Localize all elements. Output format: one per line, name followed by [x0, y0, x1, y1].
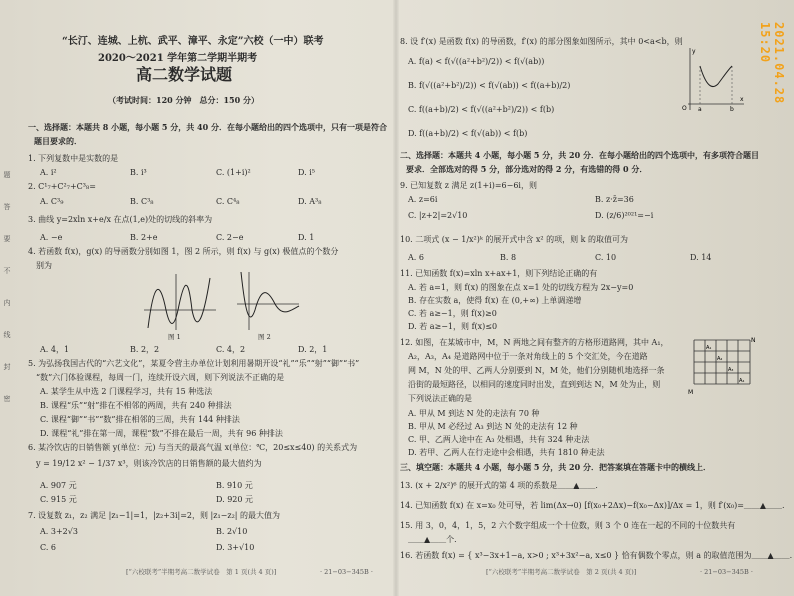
q8-option-c: C. f((a+b)/2) < f(√((a²+b²)/2)) < f(b): [408, 105, 555, 114]
q4-figure-1-caption: 图 1: [168, 333, 181, 341]
grid-label-a1: A₁: [706, 345, 712, 351]
q5-option-a: A. 某学生从中选 2 门课程学习，共有 15 种选法: [40, 387, 213, 396]
q7-option-d: D. 3+√10: [216, 543, 255, 552]
binding-char: 要: [3, 235, 11, 243]
q7-option-a: A. 3+2√3: [40, 527, 78, 536]
q5-option-d: D. 课程“礼”排在第一周，课程“数”不排在最后一周，共有 96 种排法: [40, 429, 283, 438]
section1-intro: 一、选择题：本题共 8 小题，每小题 5 分，共 40 分．在每小题给出的四个选项中，只有一项是符合: [28, 122, 387, 132]
q4-option-b: B. 2，2: [130, 345, 160, 354]
q12-option-a: A. 甲从 M 到达 N 处的走法有 70 种: [408, 409, 540, 418]
q9-stem: 9. 已知复数 z 满足 z(1+i)=6−6i，则: [400, 181, 537, 190]
binding-margin: [0, 170, 14, 450]
q4-stem: 4. 若函数 f(x)，g(x) 的导函数分别如图 1，图 2 所示，则 f(x) 与 g(x) 极值点的个数分: [28, 247, 339, 256]
page-footer: [“六校联考”半期考高二数学试卷 第 2 页(共 4 页)]: [486, 568, 637, 576]
q3-option-b: B. 2+e: [130, 233, 158, 242]
q6-stem: y = 19/12 x² − 1/37 x³，则该冷饮店的日销售额的最大值约为: [36, 459, 262, 468]
q12-option-d: D. 若甲、乙两人在行走途中会相遇，共有 1810 种走法: [408, 448, 605, 457]
section2-intro: 要求．全部选对的得 5 分，部分选对的得 2 分，有选错的得 0 分．: [406, 164, 648, 174]
binding-char: 封: [3, 363, 11, 371]
q6-option-d: D. 920 元: [216, 495, 254, 504]
photo-timestamp: 2021.04.28 15:20: [758, 22, 786, 105]
q16-stem: 16. 若函数 f(x) = { x³−3x+1−a, x>0 ; x³+3x²−a, x≤0 } 恰有偶数个零点，则 a 的取值范围为＿＿▲＿＿.: [400, 551, 793, 560]
grid-label-a3: A₃: [728, 367, 734, 373]
grid-label-a4: A₄: [739, 378, 745, 384]
binding-char: 密: [3, 395, 11, 403]
q3-stem: 3. 曲线 y=2xln x+e/x 在点(1,e)处的切线的斜率为: [28, 215, 213, 224]
q4-figure-2-caption: 图 2: [258, 333, 271, 341]
binding-char: 线: [3, 331, 11, 339]
axis-x-label: x: [740, 96, 744, 103]
q6-option-b: B. 910 元: [216, 481, 253, 490]
q9-option-d: D. (z/6)²⁰²¹=−i: [595, 211, 654, 220]
q9-option-a: A. z=6i: [408, 195, 438, 204]
q1-stem: 1. 下列复数中是实数的是: [28, 154, 119, 163]
q8-derivative-graph: [680, 46, 746, 112]
q2-option-d: D. A³₈: [298, 197, 322, 206]
page-code: · 21−03−345B ·: [700, 568, 753, 576]
q7-stem: 7. 设复数 z₁，z₂ 满足 |z₁−1|=1，|z₂+3i|=2，则 |z₁−z₂| 的最大值为: [28, 511, 281, 520]
q6-stem: 6. 某冷饮店的日销售额 y(单位：元) 与当天的最高气温 x(单位：℃，20≤x≤40) 的关系式为: [28, 443, 358, 452]
q2-option-c: C. C⁴₈: [216, 197, 240, 206]
q10-option-b: B. 8: [500, 253, 517, 262]
axis-b-label: b: [730, 106, 734, 112]
binding-char: 题: [3, 171, 11, 179]
q10-stem: 10. 二项式 (x − 1/x²)ᵏ 的展开式中含 x² 的项，则 k 的取值可为: [400, 235, 629, 244]
q12-stem: 沿街的最短路径，以相同的速度同时出发，直到到达 N，M 处为止，则: [408, 380, 661, 389]
axis-origin-label: O: [682, 105, 687, 112]
exam-meta: （考试时间：120 分钟 总分：150 分）: [108, 95, 259, 105]
q7-option-c: C. 6: [40, 543, 57, 552]
exam-term: 2020～2021 学年第二学期半期考: [98, 53, 258, 64]
q10-option-d: D. 14: [690, 253, 712, 262]
q4-figure-2: [233, 270, 303, 332]
q14-stem: 14. 已知函数 f(x) 在 x=x₀ 处可导，若 lim(Δx→0) [f(x₀+2Δx)−f(x₀−Δx)]/Δx = 1，则 f′(x₀)=＿＿▲＿＿.: [400, 501, 785, 510]
q4-stem: 别为: [36, 261, 52, 270]
q4-option-c: C. 4，2: [216, 345, 246, 354]
q12-stem: 12. 如图，在某城市中，M，N 两地之间有整齐的方格形道路网，其中 A₁，: [400, 338, 669, 347]
q1-option-c: C. (1+i)²: [216, 168, 251, 177]
q4-option-d: D. 2，1: [298, 345, 328, 354]
q9-option-b: B. z·z̄=36: [595, 195, 634, 204]
q3-option-c: C. 2−e: [216, 233, 244, 242]
q8-stem: 8. 设 f′(x) 是函数 f(x) 的导函数，f′(x) 的部分图象如图所示，其中 0<a<b，则: [400, 37, 683, 46]
q5-option-b: B. 课程“乐”“射”排在不相邻的两周，共有 240 种排法: [40, 401, 232, 410]
q1-option-d: D. i⁵: [298, 168, 315, 177]
grid-label-n: N: [751, 337, 756, 344]
grid-label-a2: A₂: [717, 356, 723, 362]
q11-stem: 11. 已知函数 f(x)=xln x+ax+1，则下列结论正确的有: [400, 269, 598, 278]
q11-option-d: D. 若 a≥−1，则 f(x)≤0: [408, 322, 498, 331]
q9-option-c: C. |z+2|=2√10: [408, 211, 468, 220]
section3-intro: 三、填空题：本题共 4 小题，每小题 5 分，共 20 分．把答案填在答题卡中的横线上．: [400, 462, 711, 472]
section1-intro: 题目要求的．: [34, 136, 82, 146]
q2-stem: 2. C¹₇+C²₇+C³₈=: [28, 182, 96, 191]
axis-a-label: a: [698, 106, 702, 112]
q6-option-c: C. 915 元: [40, 495, 77, 504]
binding-char: 内: [3, 299, 11, 307]
q12-stem: 下列说法正确的是: [408, 394, 472, 403]
q12-stem: 网 M，N 处的甲、乙两人分别要到 N，M 处，他们分别随机地选择一条: [408, 366, 665, 375]
exam-union-title: “长汀、连城、上杭、武平、漳平、永定”六校（一中）联考: [62, 36, 324, 47]
q10-option-c: C. 10: [595, 253, 617, 262]
q3-option-d: D. 1: [298, 233, 315, 242]
q12-road-grid: [688, 336, 758, 398]
q2-option-a: A. C³₉: [40, 197, 64, 206]
q15-stem: ＿＿▲＿＿个．: [408, 535, 463, 544]
section2-intro: 二、选择题：本题共 4 小题，每小题 5 分，共 20 分．在每小题给出的四个选项中，有多项符合题目: [400, 150, 759, 160]
page-fold: [393, 0, 399, 596]
q11-option-c: C. 若 a≥−1，则 f(x)≥0: [408, 309, 497, 318]
q12-stem: A₂，A₃，A₄ 是道路网中位于一条对角线上的 5 个交汇处，今在道路: [408, 352, 648, 361]
q1-option-b: B. i³: [130, 168, 147, 177]
q5-stem: 5. 为弘扬我国古代的“六艺文化”，某夏令营主办单位计划利用暑期开设“礼”“乐”“射”“御”“书”: [28, 359, 360, 368]
q11-option-a: A. 若 a=1，则 f(x) 的图象在点 x=1 处的切线方程为 2x−y=0: [408, 283, 634, 292]
q5-stem: “数”六门体验课程，每周一门，连续开设六周，则下列说法不正确的是: [36, 373, 285, 382]
page-title: 高二数学试题: [136, 65, 233, 84]
q11-option-b: B. 存在实数 a，使得 f(x) 在 (0,+∞) 上单调递增: [408, 296, 582, 305]
q8-option-a: A. f(a) < f(√((a²+b²)/2)) < f(√(ab)): [408, 57, 545, 66]
q12-option-c: C. 甲、乙两人途中在 A₃ 处相遇，共有 324 种走法: [408, 435, 590, 444]
axis-y-label: y: [692, 48, 696, 55]
page-code: · 21−03−345B ·: [320, 568, 373, 576]
page-footer: [“六校联考”半期考高二数学试卷 第 1 页(共 4 页)]: [126, 568, 277, 576]
binding-char: 不: [3, 267, 11, 275]
q13-stem: 13. (x + 2/x²)⁶ 的展开式的第 4 项的系数是＿＿▲＿＿．: [400, 481, 604, 490]
q4-option-a: A. 4，1: [40, 345, 70, 354]
q10-option-a: A. 6: [408, 253, 424, 262]
binding-char: 答: [3, 203, 11, 211]
q12-option-b: B. 甲从 M 必经过 A₃ 到达 N 处的走法有 12 种: [408, 422, 578, 431]
q6-option-a: A. 907 元: [40, 481, 77, 490]
q5-option-c: C. 课程“御”“书”“数”排在相邻的三周，共有 144 种排法: [40, 415, 240, 424]
grid-label-m: M: [688, 389, 694, 396]
q8-option-b: B. f(√((a²+b²)/2)) < f(√(ab)) < f((a+b)/2): [408, 81, 571, 90]
q8-option-d: D. f((a+b)/2) < f(√(ab)) < f(b): [408, 129, 528, 138]
q15-stem: 15. 用 3，0，4，1，5，2 六个数字组成一个十位数，则 3 个 0 连在一起的不同的十位数共有: [400, 521, 736, 530]
q3-option-a: A. −e: [40, 233, 63, 242]
q7-option-b: B. 2√10: [216, 527, 248, 536]
q1-option-a: A. i²: [40, 168, 57, 177]
q2-option-b: B. C³₈: [130, 197, 154, 206]
q4-figure-1: [140, 270, 220, 332]
